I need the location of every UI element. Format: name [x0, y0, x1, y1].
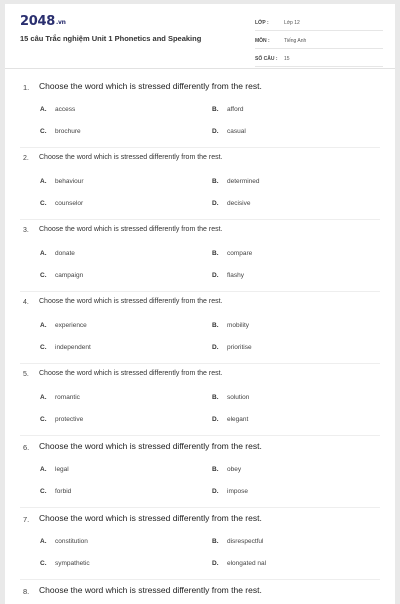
option-letter: D. [212, 128, 219, 135]
question-item [5, 151, 395, 223]
option-letter: C. [40, 128, 47, 135]
option-text: behaviour [55, 178, 84, 185]
option-a[interactable] [40, 106, 75, 113]
option-letter: C. [40, 200, 47, 207]
option-d[interactable] [212, 128, 246, 135]
option-letter: A. [40, 466, 47, 473]
option-a[interactable] [40, 466, 69, 473]
question-text: Choose the word which is stressed differently from the rest. [39, 441, 262, 451]
option-text: impose [227, 488, 248, 495]
question-divider [20, 435, 380, 436]
question-number: 4. [23, 299, 29, 306]
question-text: Choose the word which is stressed differently from the rest. [39, 585, 262, 595]
option-text: casual [227, 128, 246, 135]
option-text: sympathetic [55, 560, 90, 567]
option-a[interactable] [40, 250, 75, 257]
site-logo[interactable] [20, 14, 66, 29]
option-letter: D. [212, 488, 219, 495]
option-c[interactable] [40, 200, 83, 207]
option-text: legal [55, 466, 69, 473]
question-text: Choose the word which is stressed differently from the rest. [39, 370, 223, 377]
question-text: Choose the word which is stressed differently from the rest. [39, 513, 262, 523]
option-text: independent [55, 344, 91, 351]
option-letter: B. [212, 322, 219, 329]
option-text: brochure [55, 128, 81, 135]
worksheet-meta [255, 16, 383, 70]
meta-subject-label: MÔN : [255, 38, 270, 44]
worksheet-header [5, 4, 395, 69]
worksheet-page [5, 4, 395, 604]
meta-subject-row [255, 34, 383, 49]
logo-text: 2048 [20, 14, 55, 29]
option-letter: D. [212, 560, 219, 567]
option-d[interactable] [212, 200, 250, 207]
option-letter: B. [212, 538, 219, 545]
question-list [5, 79, 395, 604]
question-number: 8. [23, 587, 30, 596]
option-text: constitution [55, 538, 88, 545]
option-letter: B. [212, 394, 219, 401]
option-text: protective [55, 416, 84, 423]
question-text: Choose the word which is stressed differently from the rest. [39, 154, 223, 161]
option-letter: B. [212, 178, 219, 185]
question-item [5, 439, 395, 511]
option-d[interactable] [212, 272, 244, 279]
option-letter: A. [40, 178, 47, 185]
option-text: afford [227, 106, 244, 113]
option-c[interactable] [40, 272, 83, 279]
question-number: 6. [23, 443, 30, 452]
option-text: mobility [227, 322, 250, 329]
question-item [5, 79, 395, 151]
question-text: Choose the word which is stressed differently from the rest. [39, 81, 262, 91]
option-text: forbid [55, 488, 72, 495]
option-letter: C. [40, 560, 47, 567]
question-text: Choose the word which is stressed differently from the rest. [39, 226, 223, 233]
question-item [5, 583, 395, 604]
question-item [5, 295, 395, 367]
question-divider [20, 291, 380, 292]
option-text: solution [227, 394, 250, 401]
option-d[interactable] [212, 416, 248, 423]
option-a[interactable] [40, 322, 87, 329]
question-number: 7. [23, 515, 30, 524]
meta-class-row [255, 16, 383, 31]
option-text: flashy [227, 272, 244, 279]
question-item [5, 223, 395, 295]
option-d[interactable] [212, 560, 266, 567]
meta-count-label: SỐ CÂU : [255, 56, 278, 62]
option-letter: C. [40, 416, 47, 423]
option-text: campaign [55, 272, 84, 279]
meta-count-row [255, 52, 383, 67]
option-c[interactable] [40, 488, 71, 495]
option-a[interactable] [40, 538, 88, 545]
option-b[interactable] [212, 322, 249, 329]
option-text: prioritise [227, 344, 252, 351]
option-b[interactable] [212, 106, 244, 113]
option-c[interactable] [40, 128, 81, 135]
meta-class-value: Lớp 12 [284, 20, 300, 26]
option-text: elongated nal [227, 560, 267, 567]
option-text: decisive [227, 200, 251, 207]
option-d[interactable] [212, 488, 248, 495]
option-b[interactable] [212, 250, 252, 257]
option-letter: D. [212, 344, 219, 351]
question-divider [20, 147, 380, 148]
question-item [5, 367, 395, 439]
option-c[interactable] [40, 416, 83, 423]
option-text: determined [227, 178, 260, 185]
meta-count-value: 15 [284, 56, 290, 62]
option-b[interactable] [212, 178, 260, 185]
question-divider [20, 507, 380, 508]
option-text: obey [227, 466, 242, 473]
option-b[interactable] [212, 538, 264, 545]
meta-class-label: LỚP : [255, 20, 269, 26]
option-letter: A. [40, 394, 47, 401]
logo-tld: .vn [55, 19, 66, 26]
question-number: 1. [23, 83, 30, 92]
option-letter: A. [40, 538, 47, 545]
option-b[interactable] [212, 466, 241, 473]
question-number: 5. [23, 371, 29, 378]
option-letter: A. [40, 250, 47, 257]
option-letter: D. [212, 416, 219, 423]
option-letter: D. [212, 272, 219, 279]
option-c[interactable] [40, 344, 91, 351]
option-text: disrespectful [227, 538, 264, 545]
option-text: experience [55, 322, 87, 329]
option-letter: A. [40, 322, 47, 329]
option-letter: B. [212, 106, 219, 113]
option-letter: D. [212, 200, 219, 207]
option-letter: B. [212, 250, 219, 257]
option-text: romantic [55, 394, 80, 401]
option-text: compare [227, 250, 253, 257]
worksheet-title: 15 câu Trắc nghiệm Unit 1 Phonetics and Speaking [20, 34, 202, 43]
meta-subject-value: Tiếng Anh [284, 38, 307, 44]
option-b[interactable] [212, 394, 249, 401]
question-divider [20, 219, 380, 220]
option-text: donate [55, 250, 75, 257]
option-letter: B. [212, 466, 219, 473]
option-letter: A. [40, 106, 47, 113]
option-text: access [55, 106, 76, 113]
question-text: Choose the word which is stressed differently from the rest. [39, 298, 223, 305]
option-letter: C. [40, 344, 47, 351]
question-divider [20, 579, 380, 580]
option-text: elegant [227, 416, 249, 423]
option-letter: C. [40, 488, 47, 495]
option-text: counselor [55, 200, 84, 207]
option-letter: C. [40, 272, 47, 279]
option-a[interactable] [40, 394, 80, 401]
option-a[interactable] [40, 178, 84, 185]
question-item [5, 511, 395, 583]
option-c[interactable] [40, 560, 90, 567]
question-number: 3. [23, 227, 29, 234]
question-divider [20, 363, 380, 364]
question-number: 2. [23, 155, 29, 162]
option-d[interactable] [212, 344, 252, 351]
